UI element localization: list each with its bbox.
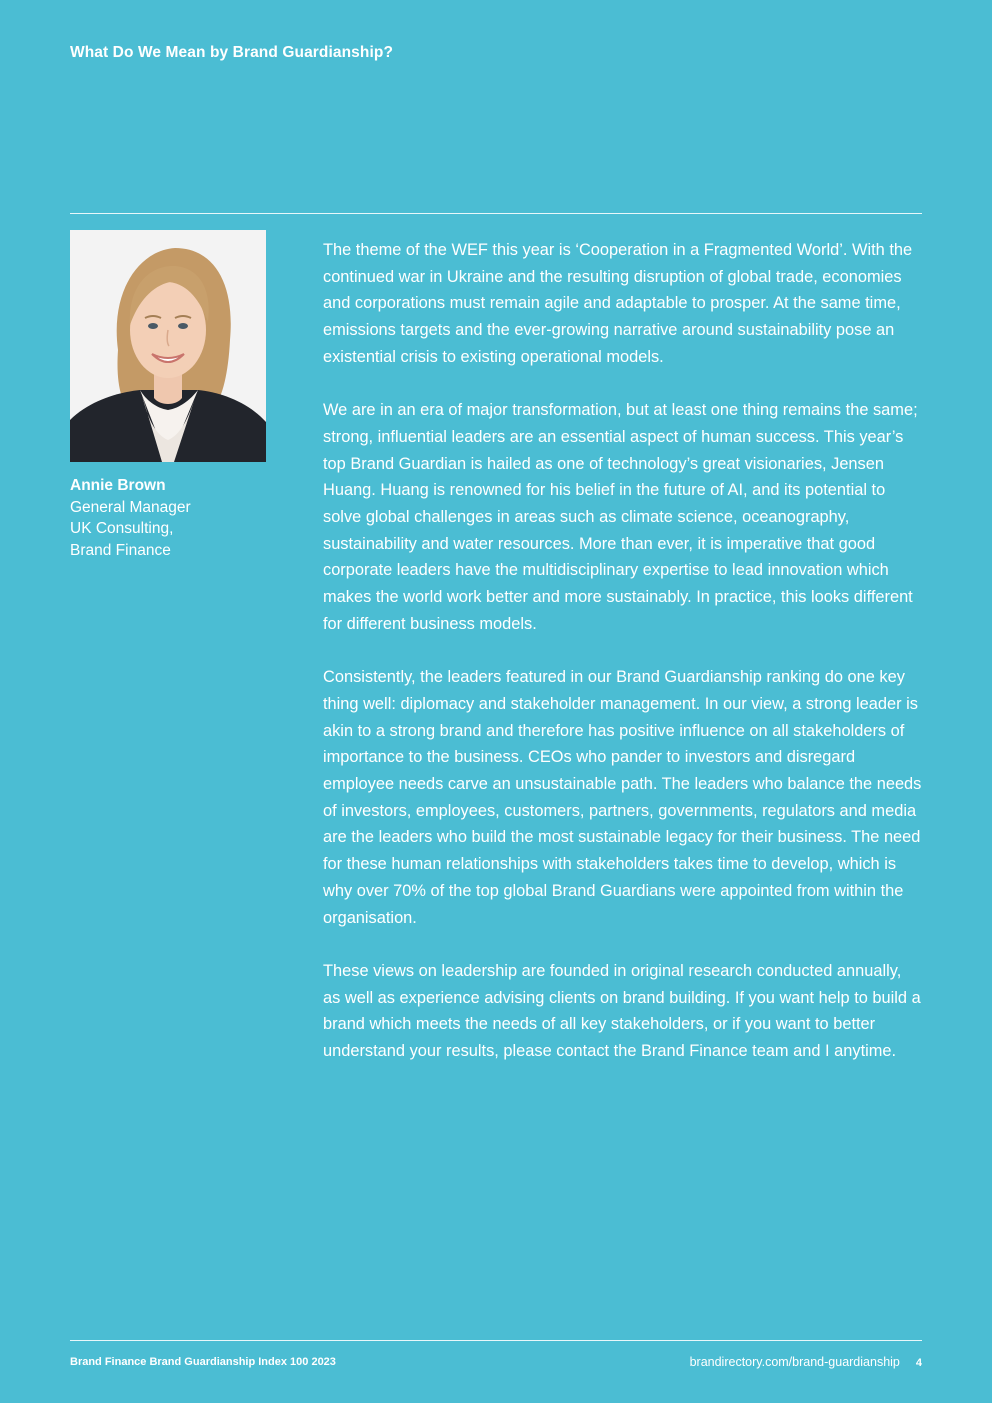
top-divider bbox=[70, 213, 922, 214]
article-body bbox=[323, 237, 923, 1091]
author-info bbox=[70, 475, 280, 561]
footer-url-link[interactable]: brandirectory.com/brand-guardianship bbox=[689, 1355, 900, 1369]
article-paragraph: These views on leadership are founded in original research conducted annually, as well as experience advising clients on brand building. If you want help to build a brand which meets the needs of all key stakeholders, or if you want to better understand your results, please contact the Brand Finance team and I anytime. bbox=[323, 961, 921, 1061]
author-company-line: Brand Finance bbox=[70, 541, 171, 559]
page-number: 4 bbox=[915, 1357, 922, 1369]
article-paragraph: The theme of the WEF this year is ‘Cooperation in a Fragmented World’. With the continued war in Ukraine and the resulting disruption of global trade, economies and corporations must remain agile and adaptable to prosper. At the same time, emissions targets and the ever-growing narrative around sustainability pose an existential crisis to existing operational models. bbox=[323, 241, 913, 366]
author-portrait bbox=[70, 230, 266, 462]
article-paragraph: Consistently, the leaders featured in our Brand Guardianship ranking do one key thing well: diplomacy and stakeholder management. In our view, a strong leader is akin to a strong brand and therefore has positive influence on all stakeholders of importance to the business. CEOs who pander to investors and disregard employee needs carve an unsustainable path. The leaders who balance the needs of investors, employees, customers, partners, governments, regulators and media are the leaders who build the most sustainable legacy for their business. The need for these human relationships with stakeholders takes time to develop, which is why over 70% of the top global Brand Guardians were appointed from within the organisation. bbox=[323, 668, 922, 927]
author-role-line: General Manager bbox=[70, 498, 191, 516]
article-paragraph: We are in an era of major transformation, but at least one thing remains the same; strong, influential leaders are an essential aspect of human success. This year’s top Brand Guardian is hailed as one of technology’s great visionaries, Jensen Huang. Huang is renowned for his belief in the future of AI, and its potential to solve global challenges in areas such as climate science, oceanography, sustainability and water resources. More than ever, it is imperative that good corporate leaders have the multidisciplinary expertise to lead innovation which makes the world work better and more sustainably. In practice, this looks different for different business models. bbox=[323, 401, 918, 633]
author-department-line: UK Consulting, bbox=[70, 520, 174, 537]
footer-right bbox=[690, 1355, 922, 1369]
bottom-divider bbox=[70, 1340, 922, 1341]
page-header-title: What Do We Mean by Brand Guardianship? bbox=[70, 44, 394, 61]
author-name: Annie Brown bbox=[70, 477, 166, 494]
footer-publication-title: Brand Finance Brand Guardianship Index 100 2023 bbox=[70, 1356, 336, 1368]
